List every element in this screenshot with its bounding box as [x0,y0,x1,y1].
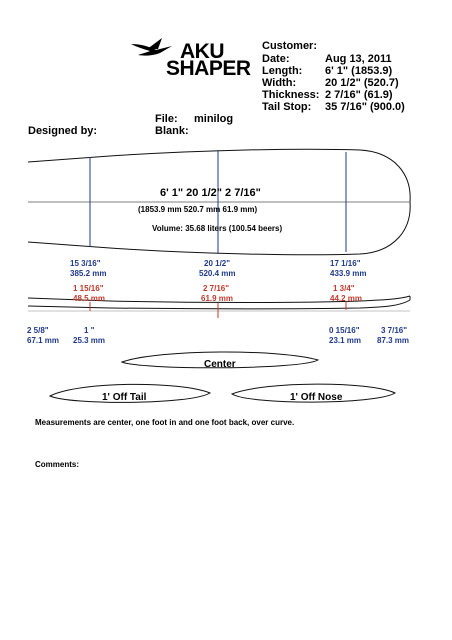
nose-rocker-imperial: 3 7/16" [381,326,408,335]
thickness-value: 2 7/16" (61.9) [325,89,393,101]
tail-thickness-metric: 48.5 mm [73,294,106,303]
board-dimensions-imperial: 6' 1" 20 1/2" 2 7/16" [160,187,261,199]
tail-one-foot-rocker-metric: 25.3 mm [73,336,106,345]
foil-off-tail-label: 1' Off Tail [102,392,147,403]
nose-width-metric: 433.9 mm [330,269,367,278]
file-value: minilog [194,113,234,125]
tailstop-value: 35 7/16" (900.0) [325,101,405,113]
length-label: Length: [262,65,303,77]
customer-label: Customer: [262,40,318,52]
date-label: Date: [262,53,290,65]
tail-thickness-imperial: 1 15/16" [73,284,104,293]
center-thickness-metric: 61.9 mm [201,294,234,303]
designed-by-label: Designed by: [28,125,98,137]
width-value: 20 1/2" (520.7) [325,77,399,89]
center-width-metric: 520.4 mm [199,269,236,278]
nose-rocker-metric: 87.3 mm [377,336,410,345]
length-value: 6' 1" (1853.9) [325,65,393,77]
thickness-label: Thickness: [262,89,320,101]
center-thickness-imperial: 2 7/16" [203,284,230,293]
width-label: Width: [262,77,297,89]
nose-width-imperial: 17 1/16" [330,259,361,268]
nose-thickness-metric: 44.2 mm [330,294,363,303]
nose-one-foot-rocker-imperial: 0 15/16" [329,326,360,335]
tail-rocker-metric: 67.1 mm [27,336,60,345]
bird-logo-icon [131,38,172,56]
date-value: Aug 13, 2011 [325,53,392,65]
tailstop-label: Tail Stop: [262,101,312,113]
board-dimensions-metric: (1853.9 mm 520.7 mm 61.9 mm) [138,205,258,214]
comments-label: Comments: [35,460,80,469]
nose-one-foot-rocker-metric: 23.1 mm [329,336,362,345]
tail-width-metric: 385.2 mm [70,269,107,278]
blank-label: Blank: [155,125,189,137]
board-volume: Volume: 35.68 liters (100.54 beers) [152,224,283,233]
tail-width-imperial: 15 3/16" [70,259,101,268]
nose-thickness-imperial: 1 3/4" [333,284,355,293]
foil-center-label: Center [204,359,236,370]
center-width-imperial: 20 1/2" [204,259,231,268]
file-label: File: [155,113,178,125]
logo-text-top: AKU [180,40,224,63]
foil-off-nose-label: 1' Off Nose [290,392,343,403]
tail-one-foot-rocker-imperial: 1 " [84,326,95,335]
tail-rocker-imperial: 2 5/8" [27,326,49,335]
logo-text-bottom: SHAPER [166,57,251,80]
measurement-note: Measurements are center, one foot in and one foot back, over curve. [35,418,295,427]
